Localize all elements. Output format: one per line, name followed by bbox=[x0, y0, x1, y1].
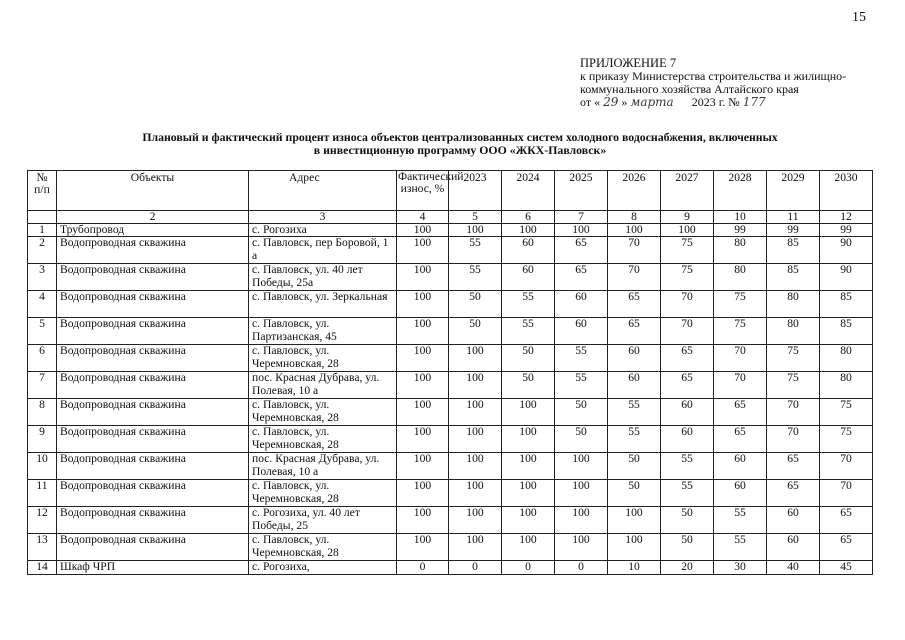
row-value-2029: 85 bbox=[767, 237, 820, 264]
row-value-2030: 65 bbox=[820, 534, 873, 561]
row-value-2024: 60 bbox=[502, 237, 555, 264]
row-value-2026: 100 bbox=[608, 507, 661, 534]
table-header-row bbox=[28, 171, 873, 211]
row-value-2028: 65 bbox=[714, 399, 767, 426]
row-value-2027: 75 bbox=[661, 264, 714, 291]
table-row bbox=[28, 237, 873, 264]
row-number: 9 bbox=[28, 426, 57, 453]
row-value-2028: 55 bbox=[714, 507, 767, 534]
row-value-2027: 75 bbox=[661, 237, 714, 264]
row-value-2025: 60 bbox=[555, 291, 608, 318]
header-year-2028: 2028 bbox=[714, 171, 767, 211]
appendix-line-2: коммунального хозяйства Алтайского края bbox=[580, 82, 799, 96]
date-prefix: от « bbox=[580, 95, 601, 109]
row-wear: 100 bbox=[397, 453, 449, 480]
page-number: 15 bbox=[852, 10, 866, 25]
row-wear: 100 bbox=[397, 426, 449, 453]
header-year-2025: 2025 bbox=[555, 171, 608, 211]
row-address: с. Рогозиха, ул. 40 лет Победы, 25 bbox=[249, 507, 397, 534]
row-value-2024: 100 bbox=[502, 399, 555, 426]
row-value-2023: 55 bbox=[449, 237, 502, 264]
row-wear: 100 bbox=[397, 264, 449, 291]
row-value-2023: 100 bbox=[449, 345, 502, 372]
appendix-date-line bbox=[580, 96, 846, 109]
table-row bbox=[28, 372, 873, 399]
row-value-2025: 65 bbox=[555, 264, 608, 291]
row-wear: 100 bbox=[397, 318, 449, 345]
row-value-2028: 75 bbox=[714, 291, 767, 318]
row-number: 3 bbox=[28, 264, 57, 291]
row-object: Водопроводная скважина bbox=[57, 318, 249, 345]
row-value-2027: 55 bbox=[661, 480, 714, 507]
row-value-2024: 55 bbox=[502, 318, 555, 345]
row-wear: 100 bbox=[397, 224, 449, 237]
row-object: Водопроводная скважина bbox=[57, 399, 249, 426]
row-value-2024: 100 bbox=[502, 426, 555, 453]
row-number: 6 bbox=[28, 345, 57, 372]
header-num: № п/п bbox=[28, 171, 57, 211]
title-line-1: Плановый и фактический процент износа объектов централизованных систем холодного водоснабжения, включенных bbox=[142, 130, 778, 144]
row-address: с. Рогозиха, bbox=[249, 561, 397, 574]
appendix-block bbox=[580, 57, 846, 109]
row-value-2030: 90 bbox=[820, 264, 873, 291]
row-wear: 100 bbox=[397, 237, 449, 264]
row-number: 14 bbox=[28, 561, 57, 574]
row-value-2027: 55 bbox=[661, 453, 714, 480]
row-number: 8 bbox=[28, 399, 57, 426]
row-wear: 100 bbox=[397, 507, 449, 534]
row-value-2024: 55 bbox=[502, 291, 555, 318]
row-number: 11 bbox=[28, 480, 57, 507]
row-value-2029: 60 bbox=[767, 534, 820, 561]
row-object: Водопроводная скважина bbox=[57, 237, 249, 264]
colnum-8: 8 bbox=[608, 211, 661, 224]
row-value-2026: 55 bbox=[608, 399, 661, 426]
row-value-2028: 99 bbox=[714, 224, 767, 237]
row-value-2027: 60 bbox=[661, 399, 714, 426]
row-address: с. Павловск, ул. Черемновская, 28 bbox=[249, 480, 397, 507]
row-value-2025: 100 bbox=[555, 534, 608, 561]
table-row bbox=[28, 345, 873, 372]
row-value-2028: 55 bbox=[714, 534, 767, 561]
colnum-10: 10 bbox=[714, 211, 767, 224]
row-value-2026: 100 bbox=[608, 224, 661, 237]
row-object: Водопроводная скважина bbox=[57, 426, 249, 453]
row-value-2030: 99 bbox=[820, 224, 873, 237]
row-value-2027: 70 bbox=[661, 291, 714, 318]
row-wear: 100 bbox=[397, 399, 449, 426]
row-value-2030: 45 bbox=[820, 561, 873, 574]
row-object: Водопроводная скважина bbox=[57, 345, 249, 372]
row-value-2029: 75 bbox=[767, 372, 820, 399]
row-object: Шкаф ЧРП bbox=[57, 561, 249, 574]
row-number: 2 bbox=[28, 237, 57, 264]
row-value-2025: 55 bbox=[555, 372, 608, 399]
row-value-2028: 80 bbox=[714, 264, 767, 291]
row-wear: 100 bbox=[397, 345, 449, 372]
table-row bbox=[28, 224, 873, 237]
row-value-2024: 60 bbox=[502, 264, 555, 291]
row-number: 12 bbox=[28, 507, 57, 534]
row-value-2028: 30 bbox=[714, 561, 767, 574]
appendix-heading: ПРИЛОЖЕНИЕ 7 bbox=[580, 56, 677, 70]
row-value-2023: 100 bbox=[449, 399, 502, 426]
row-value-2025: 100 bbox=[555, 453, 608, 480]
row-value-2026: 60 bbox=[608, 345, 661, 372]
colnum-7: 7 bbox=[555, 211, 608, 224]
row-value-2030: 80 bbox=[820, 345, 873, 372]
row-value-2026: 100 bbox=[608, 534, 661, 561]
row-value-2028: 60 bbox=[714, 453, 767, 480]
row-wear: 100 bbox=[397, 534, 449, 561]
colnum-2: 2 bbox=[57, 211, 249, 224]
colnum-12: 12 bbox=[820, 211, 873, 224]
row-value-2030: 75 bbox=[820, 426, 873, 453]
row-value-2024: 100 bbox=[502, 224, 555, 237]
row-value-2023: 50 bbox=[449, 291, 502, 318]
row-value-2023: 100 bbox=[449, 224, 502, 237]
row-value-2028: 60 bbox=[714, 480, 767, 507]
row-value-2028: 65 bbox=[714, 426, 767, 453]
row-number: 1 bbox=[28, 224, 57, 237]
row-number: 10 bbox=[28, 453, 57, 480]
row-wear: 100 bbox=[397, 372, 449, 399]
title-line-2: в инвестиционную программу ООО «ЖКХ-Павловск» bbox=[313, 143, 607, 157]
table-row bbox=[28, 264, 873, 291]
table-body bbox=[28, 224, 873, 575]
row-value-2030: 85 bbox=[820, 318, 873, 345]
row-wear: 100 bbox=[397, 480, 449, 507]
header-year-2026: 2026 bbox=[608, 171, 661, 211]
row-value-2029: 85 bbox=[767, 264, 820, 291]
row-value-2023: 100 bbox=[449, 534, 502, 561]
row-value-2030: 70 bbox=[820, 480, 873, 507]
row-value-2026: 50 bbox=[608, 480, 661, 507]
row-value-2026: 65 bbox=[608, 291, 661, 318]
row-object: Водопроводная скважина bbox=[57, 372, 249, 399]
row-value-2023: 50 bbox=[449, 318, 502, 345]
row-value-2028: 75 bbox=[714, 318, 767, 345]
colnum-1 bbox=[28, 211, 57, 224]
row-value-2027: 60 bbox=[661, 426, 714, 453]
row-address: с. Павловск, ул. Партизанская, 45 bbox=[249, 318, 397, 345]
row-value-2026: 50 bbox=[608, 453, 661, 480]
header-object: Объекты bbox=[57, 171, 249, 211]
row-address: с. Рогозиха bbox=[249, 224, 397, 237]
row-value-2026: 70 bbox=[608, 237, 661, 264]
row-value-2024: 0 bbox=[502, 561, 555, 574]
document-title bbox=[60, 131, 860, 157]
table-row bbox=[28, 318, 873, 345]
handwritten-month: марта bbox=[630, 95, 674, 109]
colnum-4: 4 bbox=[397, 211, 449, 224]
row-value-2027: 65 bbox=[661, 372, 714, 399]
table-row bbox=[28, 534, 873, 561]
handwritten-number: 177 bbox=[742, 95, 766, 109]
row-value-2023: 100 bbox=[449, 507, 502, 534]
table-row bbox=[28, 291, 873, 318]
row-object: Водопроводная скважина bbox=[57, 291, 249, 318]
row-value-2027: 20 bbox=[661, 561, 714, 574]
row-value-2029: 80 bbox=[767, 318, 820, 345]
row-value-2025: 50 bbox=[555, 399, 608, 426]
wear-table bbox=[27, 170, 873, 575]
row-value-2024: 50 bbox=[502, 372, 555, 399]
row-value-2029: 99 bbox=[767, 224, 820, 237]
row-value-2029: 75 bbox=[767, 345, 820, 372]
row-object: Водопроводная скважина bbox=[57, 453, 249, 480]
row-value-2025: 100 bbox=[555, 224, 608, 237]
row-value-2025: 60 bbox=[555, 318, 608, 345]
row-value-2029: 65 bbox=[767, 453, 820, 480]
row-value-2029: 65 bbox=[767, 480, 820, 507]
row-value-2028: 70 bbox=[714, 372, 767, 399]
header-year-2030: 2030 bbox=[820, 171, 873, 211]
row-value-2029: 70 bbox=[767, 399, 820, 426]
colnum-5: 5 bbox=[449, 211, 502, 224]
row-value-2026: 65 bbox=[608, 318, 661, 345]
header-wear: Фактический износ, % bbox=[397, 171, 449, 211]
colnum-3: 3 bbox=[249, 211, 397, 224]
header-year-2023: 2023 bbox=[449, 171, 502, 211]
row-object: Водопроводная скважина bbox=[57, 534, 249, 561]
row-value-2030: 80 bbox=[820, 372, 873, 399]
row-address: с. Павловск, ул. Черемновская, 28 bbox=[249, 345, 397, 372]
column-number-row bbox=[28, 211, 873, 224]
row-value-2025: 0 bbox=[555, 561, 608, 574]
row-object: Водопроводная скважина bbox=[57, 507, 249, 534]
header-address: Адрес bbox=[249, 171, 397, 211]
row-number: 5 bbox=[28, 318, 57, 345]
row-object: Водопроводная скважина bbox=[57, 264, 249, 291]
row-address: с. Павловск, ул. 40 лет Победы, 25а bbox=[249, 264, 397, 291]
colnum-9: 9 bbox=[661, 211, 714, 224]
row-number: 13 bbox=[28, 534, 57, 561]
row-value-2029: 60 bbox=[767, 507, 820, 534]
row-object: Водопроводная скважина bbox=[57, 480, 249, 507]
row-value-2025: 65 bbox=[555, 237, 608, 264]
row-value-2023: 100 bbox=[449, 453, 502, 480]
row-value-2025: 50 bbox=[555, 426, 608, 453]
handwritten-day: 29 bbox=[603, 95, 619, 109]
row-value-2030: 90 bbox=[820, 237, 873, 264]
row-address: с. Павловск, ул. Черемновская, 28 bbox=[249, 399, 397, 426]
table-row bbox=[28, 399, 873, 426]
date-year: 2023 г. № bbox=[691, 95, 740, 109]
row-value-2030: 65 bbox=[820, 507, 873, 534]
row-wear: 0 bbox=[397, 561, 449, 574]
row-number: 4 bbox=[28, 291, 57, 318]
row-value-2030: 85 bbox=[820, 291, 873, 318]
row-object: Трубопровод bbox=[57, 224, 249, 237]
date-mid: » bbox=[621, 95, 628, 109]
row-value-2024: 100 bbox=[502, 507, 555, 534]
row-address: с. Павловск, ул. Зеркальная bbox=[249, 291, 397, 318]
row-value-2023: 0 bbox=[449, 561, 502, 574]
header-year-2024: 2024 bbox=[502, 171, 555, 211]
row-address: пос. Красная Дубрава, ул. Полевая, 10 а bbox=[249, 372, 397, 399]
row-value-2027: 50 bbox=[661, 507, 714, 534]
row-value-2023: 100 bbox=[449, 372, 502, 399]
row-number: 7 bbox=[28, 372, 57, 399]
row-value-2029: 80 bbox=[767, 291, 820, 318]
header-year-2029: 2029 bbox=[767, 171, 820, 211]
row-value-2027: 65 bbox=[661, 345, 714, 372]
row-value-2030: 70 bbox=[820, 453, 873, 480]
row-value-2023: 100 bbox=[449, 480, 502, 507]
colnum-11: 11 bbox=[767, 211, 820, 224]
table-row bbox=[28, 426, 873, 453]
row-value-2023: 100 bbox=[449, 426, 502, 453]
row-value-2026: 10 bbox=[608, 561, 661, 574]
appendix-line-1: к приказу Министерства строительства и жилищно- bbox=[580, 69, 847, 83]
row-value-2024: 50 bbox=[502, 345, 555, 372]
header-year-2027: 2027 bbox=[661, 171, 714, 211]
row-address: пос. Красная Дубрава, ул. Полевая, 10 а bbox=[249, 453, 397, 480]
row-wear: 100 bbox=[397, 291, 449, 318]
row-value-2029: 40 bbox=[767, 561, 820, 574]
row-value-2024: 100 bbox=[502, 534, 555, 561]
row-value-2026: 55 bbox=[608, 426, 661, 453]
row-value-2025: 100 bbox=[555, 480, 608, 507]
row-value-2027: 50 bbox=[661, 534, 714, 561]
row-value-2030: 75 bbox=[820, 399, 873, 426]
row-value-2024: 100 bbox=[502, 480, 555, 507]
row-value-2024: 100 bbox=[502, 453, 555, 480]
row-value-2025: 55 bbox=[555, 345, 608, 372]
row-value-2026: 70 bbox=[608, 264, 661, 291]
row-value-2027: 100 bbox=[661, 224, 714, 237]
table-row bbox=[28, 480, 873, 507]
row-value-2027: 70 bbox=[661, 318, 714, 345]
row-value-2026: 60 bbox=[608, 372, 661, 399]
table-row bbox=[28, 453, 873, 480]
colnum-6: 6 bbox=[502, 211, 555, 224]
row-address: с. Павловск, ул. Черемновская, 28 bbox=[249, 534, 397, 561]
row-value-2028: 70 bbox=[714, 345, 767, 372]
row-address: с. Павловск, ул. Черемновская, 28 bbox=[249, 426, 397, 453]
table-row bbox=[28, 507, 873, 534]
row-value-2025: 100 bbox=[555, 507, 608, 534]
table-row bbox=[28, 561, 873, 574]
row-value-2023: 55 bbox=[449, 264, 502, 291]
row-address: с. Павловск, пер Боровой, 1 а bbox=[249, 237, 397, 264]
row-value-2028: 80 bbox=[714, 237, 767, 264]
row-value-2029: 70 bbox=[767, 426, 820, 453]
